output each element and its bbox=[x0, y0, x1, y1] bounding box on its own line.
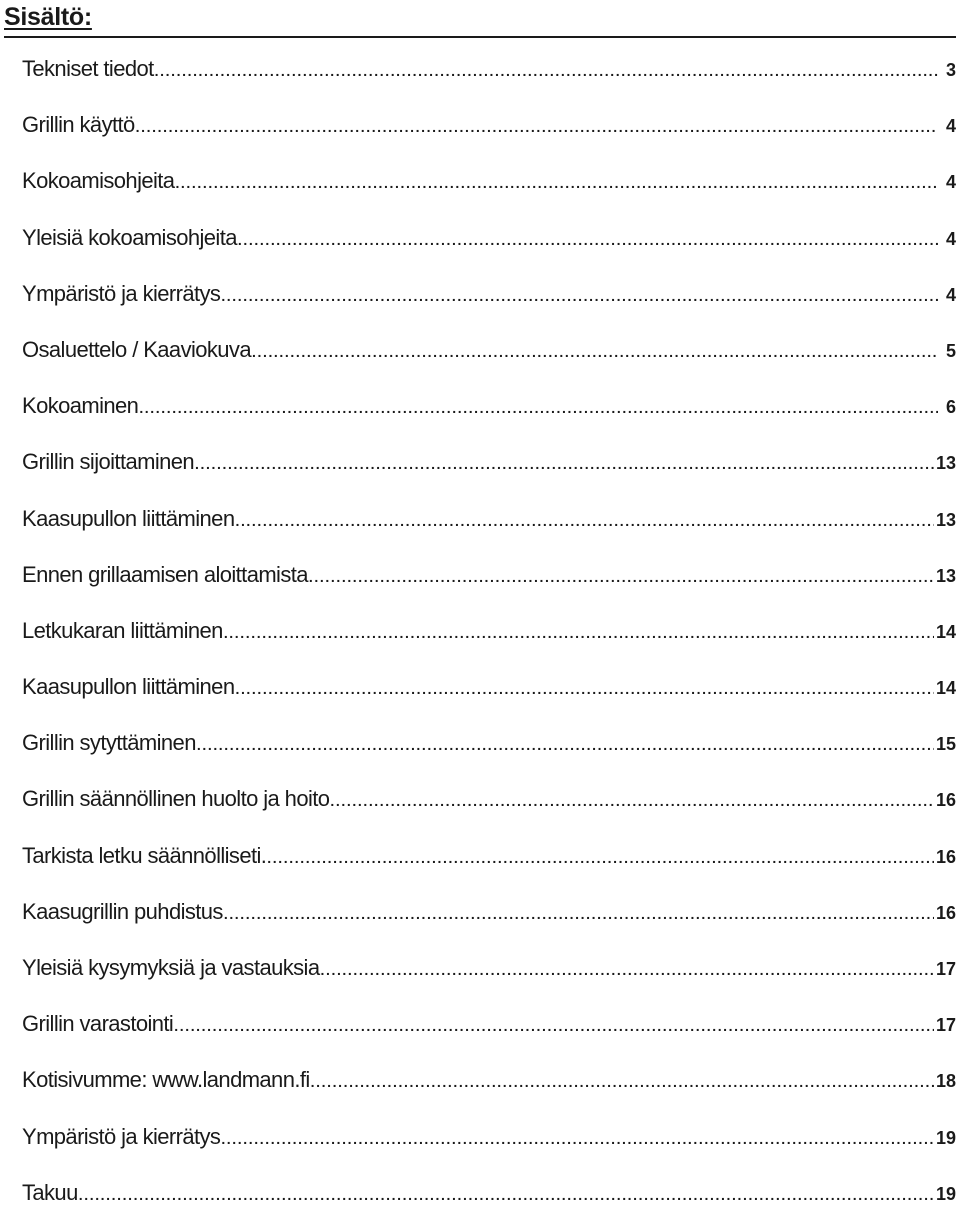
toc-entry-title: Kokoaminen bbox=[22, 393, 139, 419]
toc-entry[interactable] bbox=[22, 1120, 956, 1176]
table-of-contents bbox=[22, 52, 956, 1232]
toc-entry[interactable] bbox=[22, 782, 956, 838]
toc-entry-title: Ympäristö ja kierrätys bbox=[22, 1123, 221, 1149]
toc-dot-leader bbox=[221, 279, 938, 313]
toc-page-number: 4 bbox=[945, 116, 956, 137]
toc-dot-leader bbox=[174, 1009, 934, 1043]
toc-entry[interactable] bbox=[22, 277, 956, 333]
toc-entry-title: Letkukaran liittäminen bbox=[22, 617, 223, 643]
toc-entry-title: Grillin säännöllinen huolto ja hoito bbox=[22, 786, 330, 812]
toc-page-number: 17 bbox=[935, 959, 956, 979]
toc-entry-title: Osaluettelo / Kaaviokuva bbox=[22, 336, 251, 362]
toc-entry-title: Kokoamisohjeita bbox=[22, 168, 175, 194]
toc-page-number: 13 bbox=[935, 453, 956, 474]
toc-entry[interactable] bbox=[22, 52, 956, 108]
toc-page-number: 16 bbox=[935, 902, 956, 923]
toc-page-number: 18 bbox=[935, 1071, 956, 1092]
toc-dot-leader bbox=[224, 616, 934, 650]
toc-dot-leader bbox=[139, 391, 938, 425]
toc-entry[interactable] bbox=[22, 1063, 956, 1119]
toc-entry-title: Ympäristö ja kierrätys bbox=[22, 280, 221, 306]
toc-entry[interactable] bbox=[22, 670, 956, 726]
toc-entry-title: Yleisiä kysymyksiä ja vastauksia bbox=[22, 955, 320, 980]
toc-page-number: 13 bbox=[935, 565, 956, 586]
toc-page-number: 16 bbox=[935, 790, 956, 811]
toc-entry[interactable] bbox=[22, 108, 956, 164]
toc-dot-leader bbox=[311, 1065, 934, 1099]
toc-dot-leader bbox=[309, 560, 934, 594]
toc-page-number: 19 bbox=[935, 1127, 956, 1148]
toc-dot-leader bbox=[197, 728, 934, 762]
toc-dot-leader bbox=[320, 953, 934, 987]
toc-entry[interactable] bbox=[22, 445, 956, 501]
toc-entry[interactable] bbox=[22, 951, 956, 1007]
toc-dot-leader bbox=[238, 223, 938, 257]
toc-dot-leader bbox=[252, 335, 938, 369]
toc-entry[interactable] bbox=[22, 333, 956, 389]
toc-page-number: 5 bbox=[945, 340, 956, 361]
toc-dot-leader bbox=[136, 110, 938, 144]
toc-dot-leader bbox=[79, 1178, 934, 1212]
toc-dot-leader bbox=[330, 784, 934, 818]
toc-entry[interactable] bbox=[22, 726, 956, 782]
toc-entry-title: Kaasupullon liittäminen bbox=[22, 505, 235, 531]
toc-dot-leader bbox=[235, 672, 934, 706]
toc-page-number: 19 bbox=[935, 1183, 956, 1204]
toc-dot-leader bbox=[221, 1122, 934, 1156]
toc-entry-title: Tarkista letku säännölliseti. bbox=[22, 842, 267, 868]
toc-entry[interactable] bbox=[22, 614, 956, 670]
heading-divider bbox=[4, 36, 956, 38]
toc-page-number: 4 bbox=[945, 284, 956, 305]
toc-page-number: 14 bbox=[935, 678, 956, 699]
toc-entry-title: Takuu bbox=[22, 1179, 78, 1205]
toc-dot-leader bbox=[155, 54, 938, 88]
toc-page-number: 4 bbox=[945, 228, 956, 249]
toc-entry-title: Yleisiä kokoamisohjeita bbox=[22, 224, 237, 250]
toc-entry[interactable] bbox=[22, 1176, 956, 1232]
toc-entry[interactable] bbox=[22, 221, 956, 277]
toc-page-number: 16 bbox=[935, 846, 956, 867]
toc-entry[interactable] bbox=[22, 389, 956, 445]
toc-page-number: 4 bbox=[945, 172, 956, 193]
toc-entry-title: Kaasupullon liittäminen bbox=[22, 674, 235, 700]
toc-dot-leader bbox=[195, 447, 934, 481]
toc-dot-leader bbox=[235, 504, 934, 538]
page-title: Sisältö: bbox=[4, 3, 92, 31]
toc-entry[interactable] bbox=[22, 895, 956, 951]
toc-entry-title: Grillin sytyttäminen bbox=[22, 730, 196, 756]
toc-page-number: 17 bbox=[935, 1015, 956, 1036]
toc-entry[interactable] bbox=[22, 164, 956, 220]
toc-entry-title: Ennen grillaamisen aloittamista bbox=[22, 561, 308, 587]
toc-page-number: 14 bbox=[935, 621, 956, 642]
toc-page-number: 15 bbox=[935, 734, 956, 755]
toc-dot-leader bbox=[224, 897, 934, 931]
toc-dot-leader bbox=[267, 841, 934, 875]
toc-entry-title: Grillin käyttö bbox=[22, 112, 135, 138]
toc-entry[interactable] bbox=[22, 1007, 956, 1063]
toc-entry[interactable] bbox=[22, 558, 956, 614]
toc-entry-title: Grillin varastointi bbox=[22, 1011, 174, 1037]
toc-entry-title: Grillin sijoittaminen bbox=[22, 449, 195, 475]
toc-page-number: 3 bbox=[945, 60, 956, 80]
toc-dot-leader bbox=[175, 166, 938, 200]
toc-page-number: 13 bbox=[935, 509, 956, 530]
toc-entry[interactable] bbox=[22, 839, 956, 895]
toc-entry-title: Kotisivumme: www.landmann.fi bbox=[22, 1067, 310, 1093]
toc-entry-title: Kaasugrillin puhdistus bbox=[22, 898, 223, 924]
toc-entry-title: Tekniset tiedot bbox=[22, 56, 154, 81]
toc-entry[interactable] bbox=[22, 502, 956, 558]
toc-page-number: 6 bbox=[945, 397, 956, 418]
